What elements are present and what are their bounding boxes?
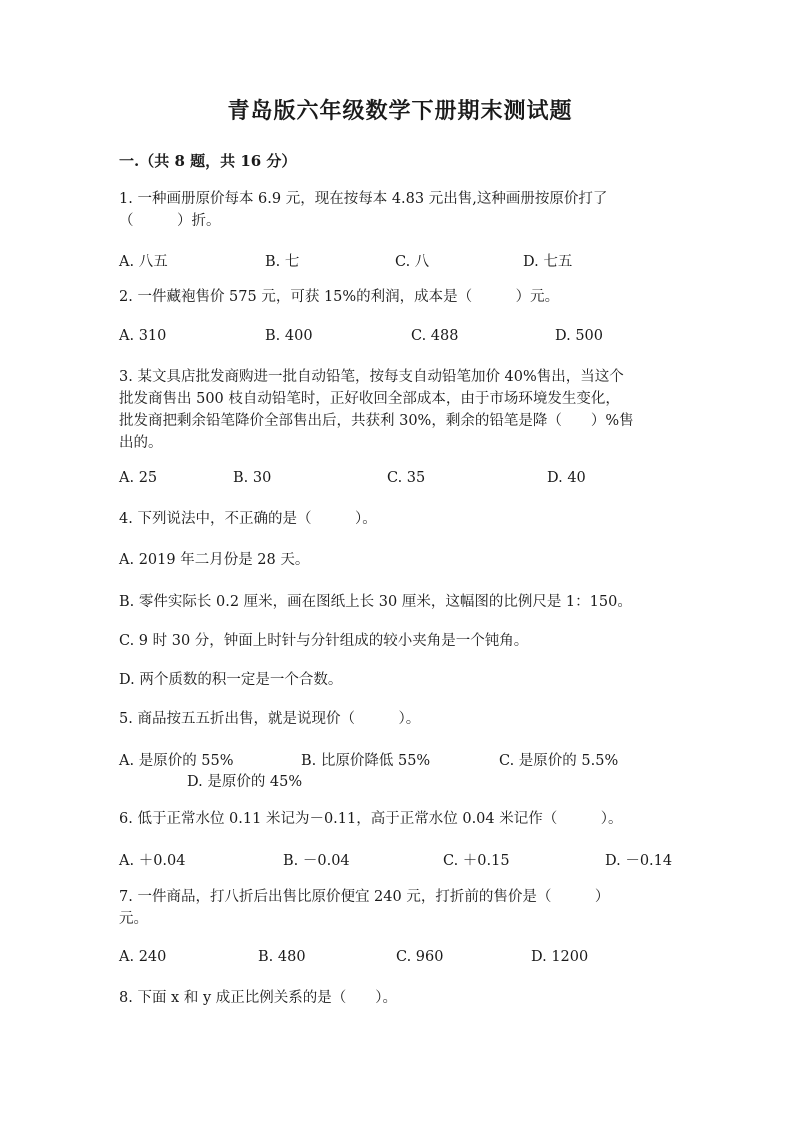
question-text-line: （ ）折。 — [119, 213, 221, 229]
option-a: A. 240 — [119, 949, 167, 965]
option-b: B. 30 — [233, 470, 272, 486]
option-a: A. 是原价的 55% — [119, 753, 234, 769]
option-a: A. ＋0.04 — [119, 853, 186, 869]
question-6 — [119, 808, 719, 830]
question-1 — [119, 188, 679, 232]
question-text-line: 1. 一种画册原价每本 6.9 元，现在按每本 4.83 元出售,这种画册按原价打了 — [119, 191, 608, 207]
option-d: D. 1200 — [531, 949, 589, 965]
option-d: D. 两个质数的积一定是一个合数。 — [119, 672, 343, 688]
question-text-line: 4. 下列说法中，不正确的是（ ）。 — [119, 511, 377, 527]
option-d: D. 七五 — [523, 254, 573, 270]
option-a: A. 八五 — [119, 254, 168, 270]
question-text-line: 元。 — [119, 911, 148, 927]
option-b: B. －0.04 — [283, 853, 350, 869]
option-b: B. 400 — [265, 328, 313, 344]
question-7 — [119, 886, 679, 930]
question-text-line: 3. 某文具店批发商购进一批自动铅笔，按每支自动铅笔加价 40%售出，当这个 — [119, 369, 624, 385]
question-text-line: 批发商把剩余铅笔降价全部售出后，共获利 30%，剩余的铅笔是降（ ）%售 — [119, 413, 634, 429]
question-text-line: 5. 商品按五五折出售，就是说现价（ ）。 — [119, 711, 421, 727]
option-c: C. 八 — [395, 254, 430, 270]
option-d: D. 40 — [547, 470, 586, 486]
option-c: C. 35 — [387, 470, 426, 486]
option-c: C. 是原价的 5.5% — [499, 753, 619, 769]
option-d: D. 是原价的 45% — [187, 774, 303, 790]
option-a: A. 2019 年二月份是 28 天。 — [119, 552, 310, 568]
section-heading: 一.（共 8 题，共 16 分） — [119, 152, 297, 170]
option-b: B. 零件实际长 0.2 厘米，画在图纸上长 30 厘米，这幅图的比例尺是 1：150。 — [119, 594, 632, 610]
question-text-line: 8. 下面 x 和 y 成正比例关系的是（ ）。 — [119, 990, 397, 1006]
option-d: D. 500 — [555, 328, 604, 344]
question-4 — [119, 508, 679, 530]
question-text-line: 批发商售出 500 枝自动铅笔时，正好收回全部成本，由于市场环境发生变化， — [119, 391, 620, 407]
option-c: C. ＋0.15 — [443, 853, 510, 869]
question-3 — [119, 366, 679, 454]
question-text-line: 出的。 — [119, 435, 163, 451]
option-d: D. －0.14 — [605, 853, 673, 869]
option-b: B. 比原价降低 55% — [301, 753, 431, 769]
option-b: B. 480 — [258, 949, 306, 965]
question-2 — [119, 286, 679, 308]
question-8 — [119, 987, 679, 1009]
question-text-line: 6. 低于正常水位 0.11 米记为－0.11，高于正常水位 0.04 米记作（ ）。 — [119, 811, 623, 827]
question-text-line: 7. 一件商品，打八折后出售比原价便宜 240 元，打折前的售价是（ ） — [119, 889, 610, 905]
page-title: 青岛版六年级数学下册期末测试题 — [227, 98, 573, 124]
option-c: C. 960 — [396, 949, 444, 965]
option-c: C. 9 时 30 分，钟面上时针与分针组成的较小夹角是一个钝角。 — [119, 633, 529, 649]
option-c: C. 488 — [411, 328, 459, 344]
option-b: B. 七 — [265, 254, 300, 270]
question-5 — [119, 708, 679, 730]
question-text-line: 2. 一件藏袍售价 575 元，可获 15%的利润，成本是（ ）元。 — [119, 289, 560, 305]
option-a: A. 310 — [119, 328, 167, 344]
option-a: A. 25 — [119, 470, 158, 486]
